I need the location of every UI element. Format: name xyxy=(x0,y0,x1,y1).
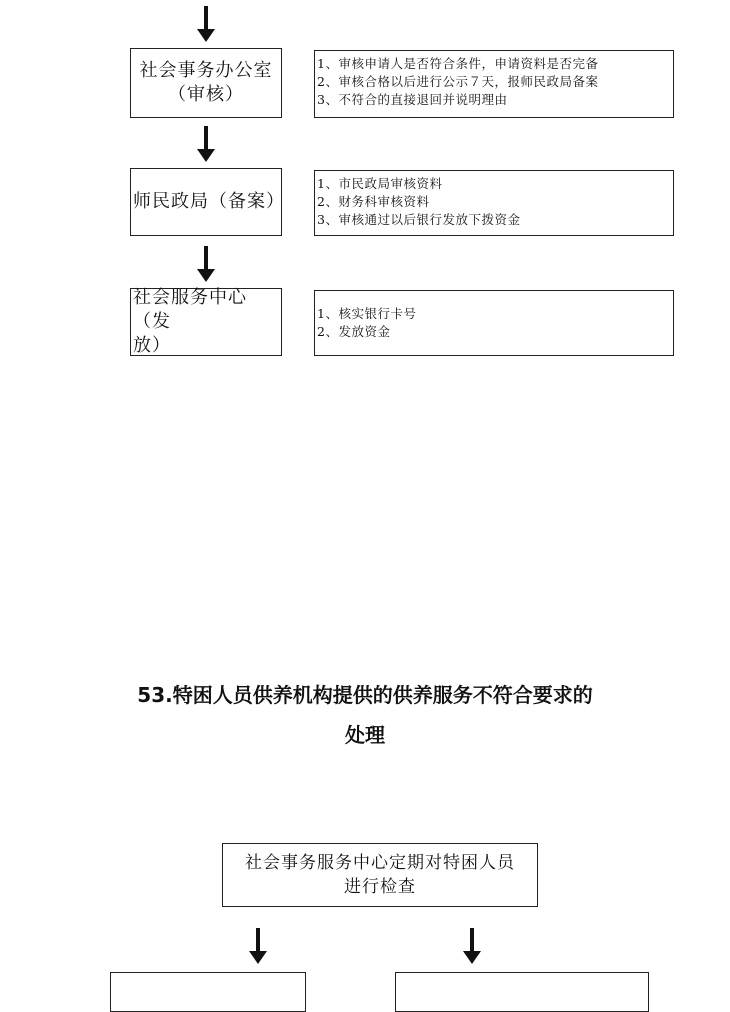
audit-office-title: 社会事务办公室 xyxy=(139,60,273,81)
audit-note-1: 1、审核申请人是否符合条件，申请资料是否完备 xyxy=(317,56,599,71)
right-result-box xyxy=(395,972,649,1012)
audit-office-box xyxy=(130,48,282,118)
bureau-note-1: 1、市民政局审核资料 xyxy=(317,176,443,191)
periodic-check-box xyxy=(222,843,538,907)
audit-note-2: 2、审核合格以后进行公示７天，报师民政局备案 xyxy=(317,74,599,89)
arrow-down-left xyxy=(248,928,268,964)
arrow-down-right xyxy=(462,928,482,964)
periodic-check-line2: 进行检查 xyxy=(344,877,416,897)
section-53-title xyxy=(0,682,730,708)
service-note-1: 1、核实银行卡号 xyxy=(317,306,417,321)
audit-note-3: 3、不符合的直接退回并说明理由 xyxy=(317,92,508,107)
periodic-check-line1: 社会事务服务中心定期对特困人员 xyxy=(245,853,515,873)
section-53-title-cont xyxy=(0,722,730,748)
arrow-down-2 xyxy=(196,246,216,282)
audit-office-subtitle: （审核） xyxy=(168,84,244,105)
audit-notes-box xyxy=(314,50,674,118)
bureau-notes-box xyxy=(314,170,674,236)
civil-affairs-bureau-box xyxy=(130,168,285,236)
service-center-subtitle: 放） xyxy=(133,335,171,356)
service-center-title: 社会服务中心（发 xyxy=(133,287,247,332)
bureau-note-2: 2、财务科审核资料 xyxy=(317,194,430,209)
section-53-title-line1: 53.特困人员供养机构提供的供养服务不符合要求的 xyxy=(137,683,593,707)
service-note-2: 2、发放资金 xyxy=(317,324,391,339)
service-center-box xyxy=(130,288,282,356)
arrow-down-top xyxy=(196,6,216,42)
left-result-box xyxy=(110,972,306,1012)
service-notes-box xyxy=(314,290,674,356)
section-53-title-line2: 处理 xyxy=(345,723,385,747)
arrow-down-1 xyxy=(196,126,216,162)
bureau-note-3: 3、审核通过以后银行发放下拨资金 xyxy=(317,212,521,227)
civil-affairs-bureau-title: 师民政局（备案） xyxy=(133,191,285,212)
